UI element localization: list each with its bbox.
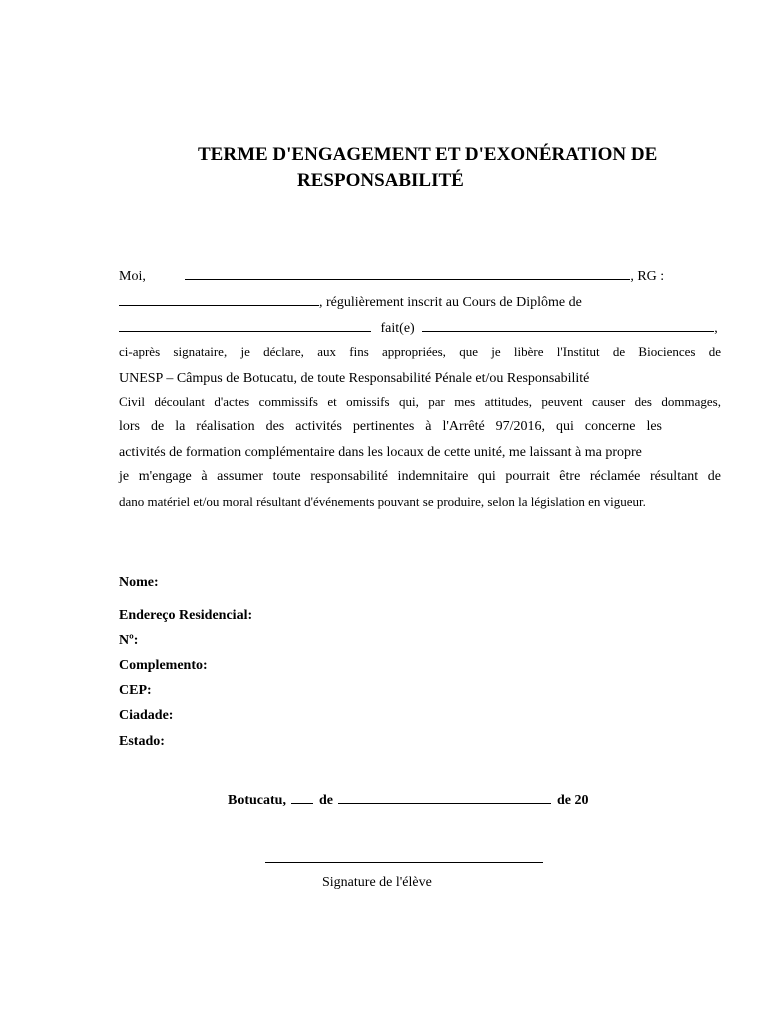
document-title-line-2: RESPONSABILITÉ: [297, 170, 464, 191]
signature-label: Signature de l'élève: [322, 875, 432, 890]
course-blank: [119, 318, 371, 332]
fait-blank: [422, 318, 714, 332]
body-line-9: je m'engage à assumer toute responsabilité indemnitaire qui pourrait être réclamée résultant de: [119, 469, 721, 484]
date-city: Botucatu,: [228, 793, 286, 808]
field-endereco: Endereço Residencial:: [119, 608, 253, 623]
body-line-7: lors de la réalisation des activités pertinentes à l'Arrêté 97/2016, qui concerne les: [119, 419, 662, 434]
date-de-2: de 20: [556, 793, 589, 808]
field-estado: Estado:: [119, 734, 165, 749]
body-line-3: [119, 318, 721, 339]
line3-end: ,: [714, 321, 718, 336]
inscription-text: , régulièrement inscrit au Cours de Diplôme de: [319, 295, 582, 310]
moi-label: Moi,: [119, 269, 146, 284]
rg-blank: [119, 292, 319, 306]
signature-line: [265, 862, 543, 863]
day-blank: [291, 790, 313, 804]
field-cep: CEP:: [119, 683, 152, 698]
field-numero: Nº:: [119, 633, 139, 648]
body-line-10: dano matériel et/ou moral résultant d'événements pouvant se produire, selon la législation en vigueur.: [119, 494, 646, 509]
body-line-5: UNESP – Câmpus de Botucatu, de toute Responsabilité Pénale et/ou Responsabilité: [119, 371, 590, 386]
month-blank: [338, 790, 551, 804]
body-line-8: activités de formation complémentaire dans les locaux de cette unité, me laissant à ma propre: [119, 445, 642, 460]
body-line-6: Civil découlant d'actes commissifs et omissifs qui, par mes attitudes, peuvent causer des dommages,: [119, 394, 721, 409]
rg-label: , RG :: [630, 269, 665, 284]
fait-label: fait(e): [380, 321, 415, 336]
document-title-line-1: TERME D'ENGAGEMENT ET D'EXONÉRATION DE: [198, 144, 658, 165]
field-complemento: Complemento:: [119, 658, 208, 673]
body-line-1: [119, 266, 721, 287]
date-line: [228, 790, 588, 811]
body-line-2: [119, 292, 721, 313]
name-blank: [185, 266, 630, 280]
field-nome: Nome:: [119, 575, 159, 590]
field-cidade: Ciadade:: [119, 708, 174, 723]
body-line-4: ci-après signataire, je déclare, aux fins appropriées, que je libère l'Institut de Biociences de: [119, 344, 721, 359]
date-de-1: de: [318, 793, 333, 808]
